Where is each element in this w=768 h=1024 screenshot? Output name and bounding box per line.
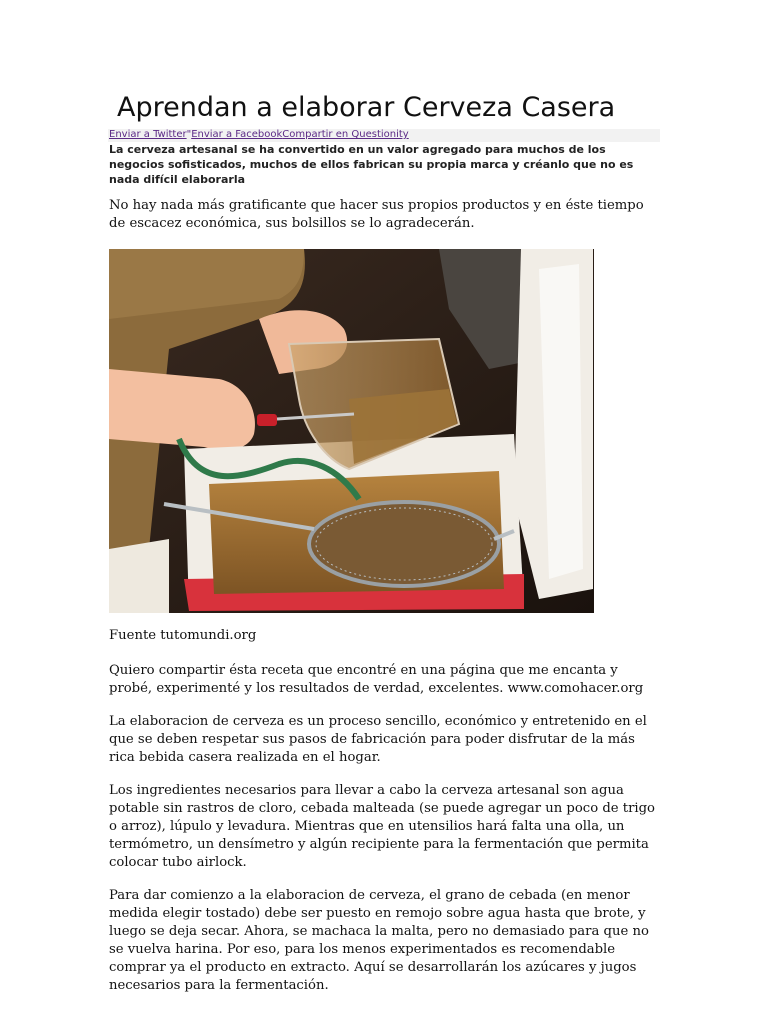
- share-questionity-link[interactable]: Compartir en Questionity: [282, 129, 409, 140]
- cloth-bottom: [109, 539, 169, 613]
- strainer: [309, 502, 499, 586]
- article-title: Aprendan a elaborar Cerveza Casera: [117, 92, 616, 123]
- source-paragraph: Fuente tutomundi.org: [109, 628, 257, 643]
- ingredients-paragraph: Los ingredientes necesarios para llevar a cabo la cerveza artesanal son agua potable sin rastros de cloro, cebada malteada (se puede agregar un poco de trigo o arroz), lúpulo y levadura. Mientras que en utensilios hará falta una olla, un termómetro, un densímetro y algún recipiente para la fermentación que permita colocar tubo airlock.: [109, 783, 655, 870]
- intro-paragraph: No hay nada más gratificante que hacer sus propios productos y en éste tiempo de escacez económica, sus bolsillos se lo agradecerán.: [109, 198, 644, 231]
- share-twitter-link[interactable]: Enviar a Twitter: [109, 129, 187, 140]
- process-paragraph: La elaboracion de cerveza es un proceso sencillo, económico y entretenido en el que se deben respetar sus pasos de fabricación para poder disfrutar de la más rica bebida casera realizada en el hogar.: [109, 714, 647, 765]
- share-separator: ": [186, 129, 192, 140]
- steps-paragraph: Para dar comienzo a la elaboracion de cerveza, el grano de cebada (en menor medida elegir tostado) debe ser puesto en remojo sobre agua hasta que brote, y luego se deja secar. Ahora, se machaca la malta, pero no demasiado para que no se vuelva harina. Por eso, para los menos experimentados es recomendable comprar ya el producto en extracto. Aquí se desarrollarán los azúcares y jugos necesarios para la fermentación.: [109, 888, 649, 993]
- brewing-photo: [109, 249, 594, 613]
- article-lead: La cerveza artesanal se ha convertido en un valor agregado para muchos de los negocios sofisticados, muchos de ellos fabrican su propia marca y créanlo que no es nada difícil elaborarla: [109, 143, 634, 186]
- knife-handle: [257, 414, 277, 426]
- share-recipe-paragraph: Quiero compartir ésta receta que encontré en una página que me encanta y probé, experimenté y los resultados de verdad, excelentes. www.comohacer.org: [109, 663, 644, 696]
- share-links: [109, 129, 409, 141]
- share-facebook-link[interactable]: Enviar a Facebook: [191, 129, 283, 140]
